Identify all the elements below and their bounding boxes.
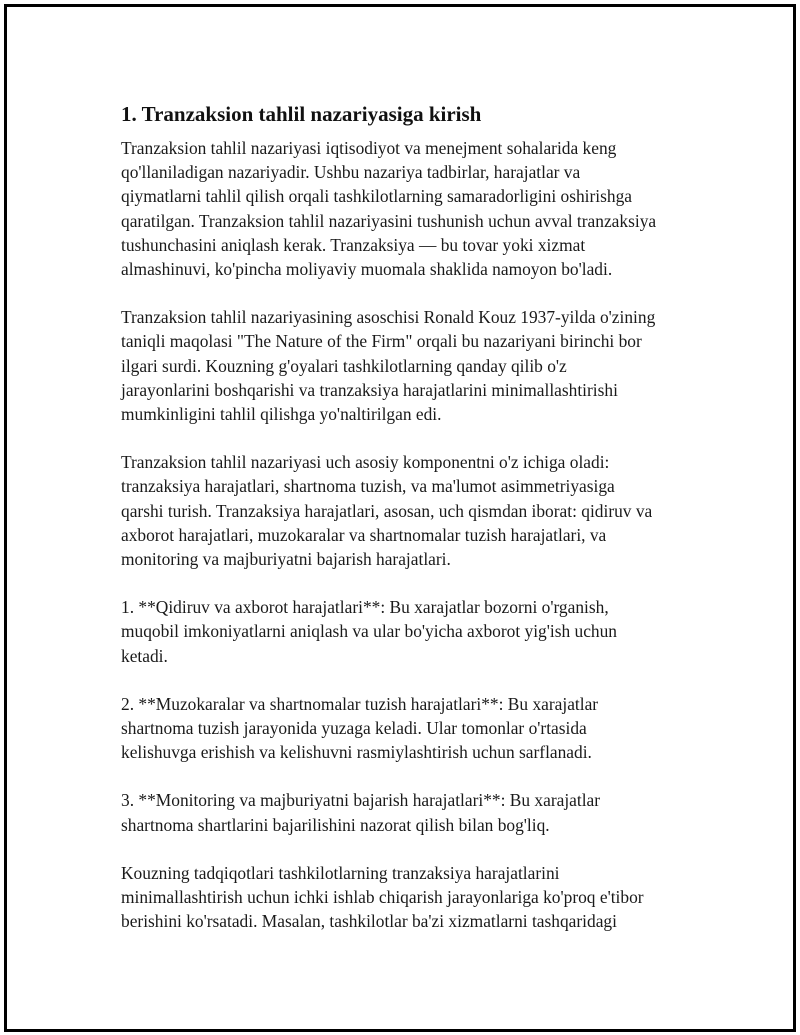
paragraph-founder: Tranzaksion tahlil nazariyasining asoschisi Ronald Kouz 1937-yilda o'zining taniqli maqolasi "The Nature of the Firm" orqali bu nazariyani birinchi bor ilgari surdi. Kouzning g'oyalari tashkilotlarning qanday qilib o'z jarayonlarini boshqarishi va tranzaksiya harajatlarini minimallashtirishi mumkinligini tahlil qilishga yo'naltirilgan edi. — [121, 307, 656, 425]
list-item-negotiation-costs: 2. **Muzokaralar va shartnomalar tuzish harajatlari**: Bu xarajatlar shartnoma tuzish jarayonida yuzaga keladi. Ular tomonlar o'rtasida kelishuvga erishish va kelishuvni rasmiylashtirish uchun sarflanadi. — [121, 693, 599, 763]
document-body — [121, 101, 701, 957]
page-frame — [4, 4, 796, 1032]
paragraph-components: Tranzaksion tahlil nazariyasi uch asosiy komponentni o'z ichiga oladi: tranzaksiya harajatlari, shartnoma tuzish, va ma'lumot asimmetriyasiga qarshi turish. Tranzaksiya harajatlari, asosan, uch qismdan iborat: qidiruv va axborot harajatlari, muzokaralar va shartnomalar tuzish harajatlari, va monitoring va majburiyatni bajarish harajatlari. — [121, 452, 653, 570]
list-item-search-costs: 1. **Qidiruv va axborot harajatlari**: Bu xarajatlar bozorni o'rganish, muqobil imkoniyatlarni aniqlash va ular bo'yicha axborot yig'ish uchun ketadi. — [121, 597, 618, 666]
paragraph-research: Kouzning tadqiqotlari tashkilotlarning tranzaksiya harajatlarini minimallashtirish uchun ichki ishlab chiqarish jarayonlariga ko'proq e'tibor berishini ko'rsatadi. Masalan, tashkilotlar ba'zi xizmatlarni tashqaridagi — [121, 862, 644, 932]
paragraph-intro: Tranzaksion tahlil nazariyasi iqtisodiyot va menejment sohalarida keng qo'llaniladigan nazariyadir. Ushbu nazariya tadbirlar, harajatlar va qiymatlarni tahlil qilish orqali tashkilotlarning samaradorligini oshirishga qaratilgan. Tranzaksion tahlil nazariyasini tushunish uchun avval tranzaksiya tushunchasini aniqlash kerak. Tranzaksiya — bu tovar yoki xizmat almashinuvi, ko'pincha moliyaviy muomala shaklida namoyon bo'ladi. — [121, 138, 657, 280]
section-heading: 1. Tranzaksion tahlil nazariyasiga kirish — [121, 102, 482, 126]
list-item-monitoring-costs: 3. **Monitoring va majburiyatni bajarish harajatlari**: Bu xarajatlar shartnoma shartlarini bajarilishini nazorat qilish bilan bog'liq. — [121, 790, 601, 835]
